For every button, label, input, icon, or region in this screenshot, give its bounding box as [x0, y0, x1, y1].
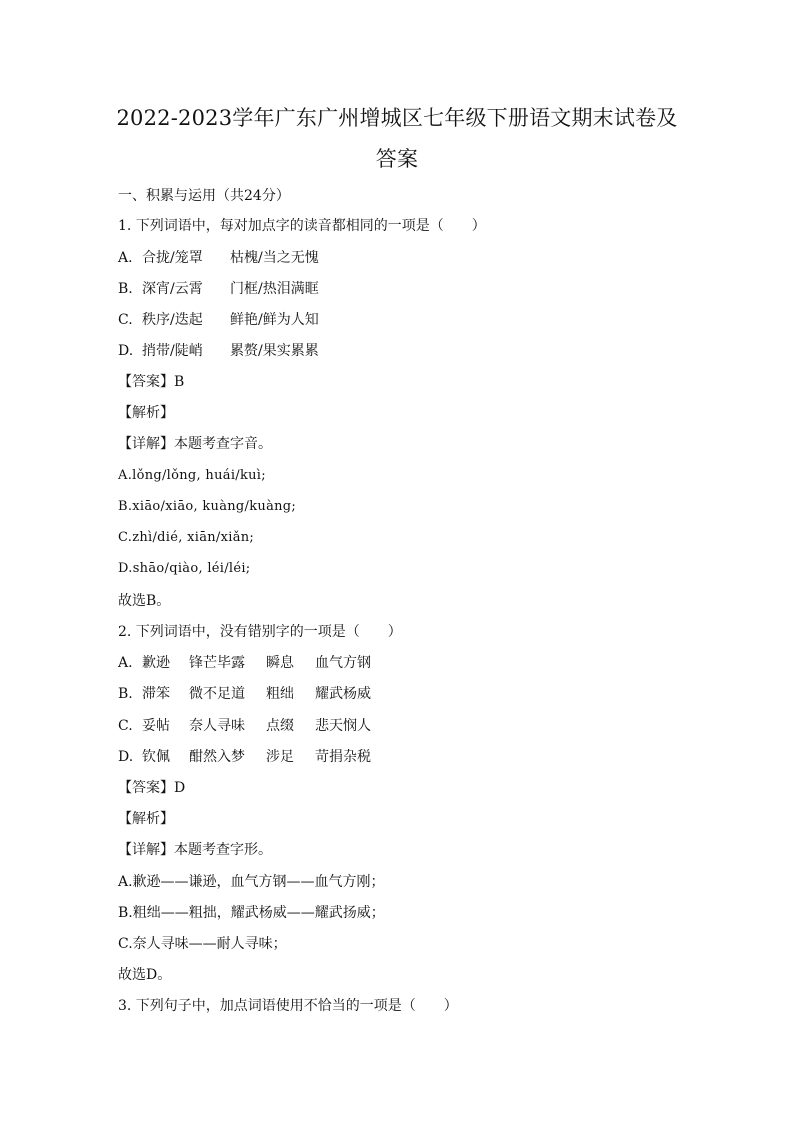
option-word: 悲天悯人 — [315, 718, 371, 734]
option-word: 枯槐/当之无愧 — [230, 250, 319, 266]
option-word: 钦佩 — [142, 749, 170, 765]
option-letter: D. — [118, 749, 134, 765]
question-2-option-d — [118, 747, 371, 767]
option-word: 深宵/云霄 — [142, 281, 203, 297]
question-1-pinyin-c: C.zhì/dié, xiān/xiǎn; — [118, 530, 255, 545]
question-2-option-a — [118, 653, 371, 673]
option-word: 歉逊 — [142, 655, 170, 671]
option-word: 酣然入梦 — [189, 749, 245, 765]
option-word: 耀武杨威 — [315, 686, 371, 702]
option-word: 门框/热泪满眶 — [230, 281, 319, 297]
option-letter: A. — [118, 655, 133, 671]
option-letter: B. — [118, 686, 133, 702]
option-letter: D. — [118, 343, 134, 359]
section-heading: 一、积累与运用（共24分） — [118, 188, 290, 204]
question-1-conclusion: 故选B。 — [118, 593, 171, 609]
question-1-option-a — [118, 248, 319, 268]
option-word: 涉足 — [266, 749, 294, 765]
document-title-line-1: 2022-2023学年广东广州增城区七年级下册语文期末试卷及 — [116, 106, 678, 130]
question-2-correction-c: C.奈人寻味——耐人寻味； — [118, 936, 287, 952]
question-2-analysis-label: 【解析】 — [118, 811, 174, 827]
option-letter: B. — [118, 281, 133, 297]
option-word: 粗绌 — [266, 686, 294, 702]
question-1-pinyin-a: A.lǒng/lǒng, huái/kuì; — [118, 468, 266, 483]
option-word: 累赘/果实累累 — [230, 343, 319, 359]
question-2-option-b — [118, 684, 371, 704]
option-word: 苛捐杂税 — [315, 749, 371, 765]
question-2-stem: 2. 下列词语中，没有错别字的一项是（ ） — [118, 624, 402, 640]
document-title-line-2: 答案 — [375, 147, 419, 171]
option-word: 微不足道 — [189, 686, 245, 702]
question-2-correction-b: B.粗绌——粗拙，耀武杨威——耀武扬威； — [118, 905, 385, 921]
option-word: 鲜艳/鲜为人知 — [230, 312, 319, 328]
question-2-detail: 【详解】本题考查字形。 — [118, 842, 272, 858]
question-2-conclusion: 故选D。 — [118, 967, 172, 983]
question-2-correction-a: A.歉逊——谦逊，血气方钢——血气方刚； — [118, 874, 385, 890]
option-word: 捎带/陡峭 — [142, 343, 203, 359]
option-letter: C. — [118, 718, 133, 734]
question-2-answer: 【答案】D — [118, 780, 186, 796]
question-1-answer: 【答案】B — [118, 374, 185, 390]
question-1-pinyin-b: B.xiāo/xiāo, kuàng/kuàng; — [118, 499, 297, 514]
question-3-stem: 3. 下列句子中，加点词语使用不恰当的一项是（ ） — [118, 998, 458, 1014]
option-letter: C. — [118, 312, 133, 328]
question-1-option-c — [118, 310, 319, 330]
question-1-detail: 【详解】本题考查字音。 — [118, 436, 272, 452]
question-1-pinyin-d: D.shāo/qiào, léi/léi; — [118, 561, 251, 576]
question-1-option-b — [118, 279, 319, 299]
option-word: 血气方钢 — [315, 655, 371, 671]
question-1-stem: 1. 下列词语中，每对加点字的读音都相同的一项是（ ） — [118, 218, 486, 234]
option-word: 奈人寻味 — [189, 718, 245, 734]
option-word: 合拢/笼罩 — [142, 250, 203, 266]
option-word: 秩序/迭起 — [142, 312, 203, 328]
question-2-option-c — [118, 716, 371, 736]
question-1-analysis-label: 【解析】 — [118, 405, 174, 421]
question-1-option-d — [118, 341, 319, 361]
option-word: 滞笨 — [142, 686, 170, 702]
option-word: 妥帖 — [142, 718, 170, 734]
option-letter: A. — [118, 250, 133, 266]
option-word: 瞬息 — [266, 655, 294, 671]
option-word: 锋芒毕露 — [189, 655, 245, 671]
option-word: 点缀 — [266, 718, 294, 734]
